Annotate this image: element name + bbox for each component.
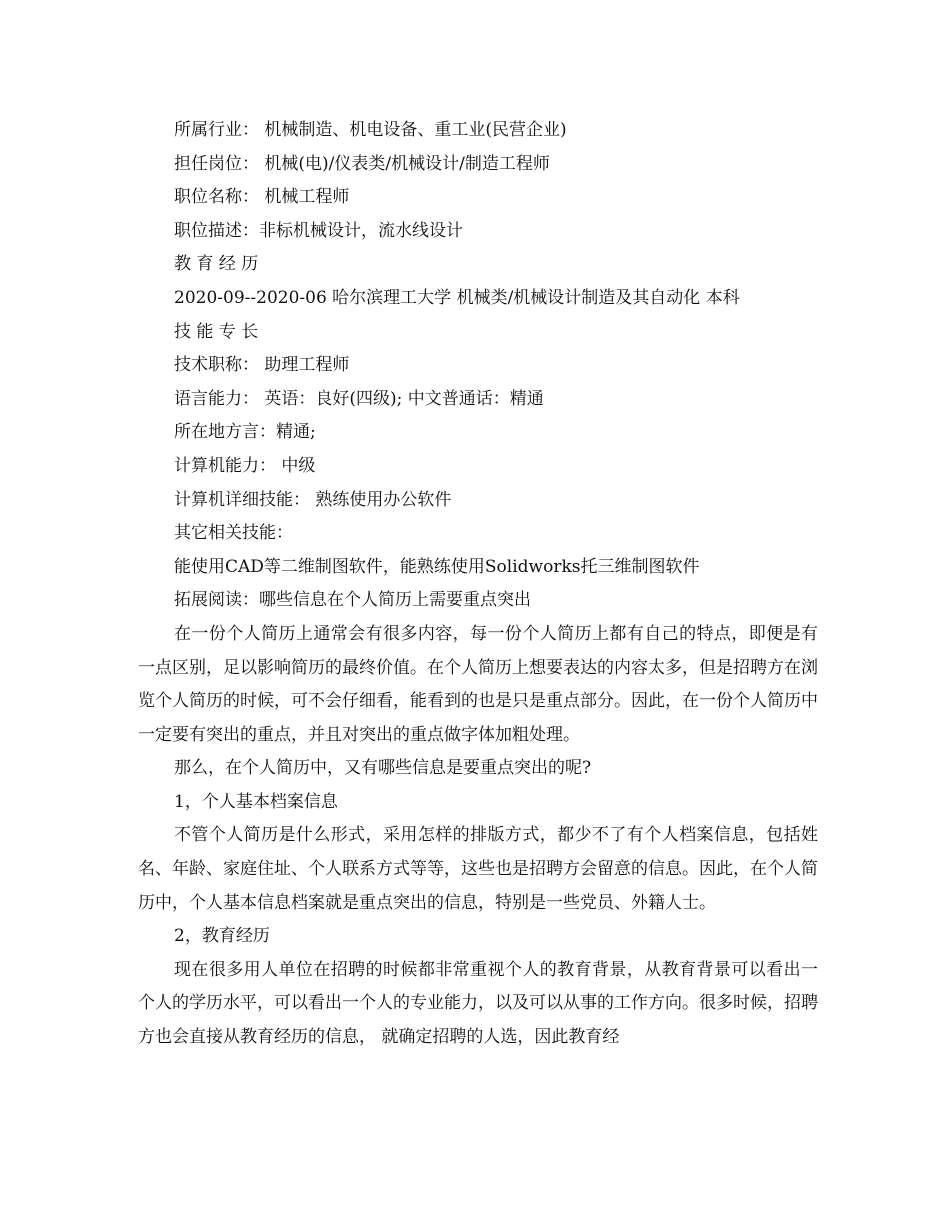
industry-line: 所属行业： 机械制造、机电设备、重工业(民营企业) [174, 120, 567, 140]
paragraph-question: 那么，在个人简历中，又有哪些信息是要重点突出的呢? [174, 758, 592, 779]
paragraph-intro: 在一份个人简历上通常会有很多内容，每一份个人简历上都有自己的特点，即便是有一点区别，足以影响简历的最终价值。在个人简历上想要表达的内容太多，但是招聘方在浏览个人简历的时候，可不会仔细看，能看到的也是只是重点部分。因此，在一份个人简历中一定要有突出的重点，并且对突出的重点做字体加粗处理。 [138, 623, 818, 745]
computer-ability-line: 计算机能力： 中级 [174, 455, 316, 476]
other-skills-detail: 能使用CAD等二维制图软件，能熟练使用Solidworks托三维制图软件 [174, 556, 700, 577]
computer-skills-line: 计算机详细技能： 熟练使用办公软件 [174, 489, 452, 510]
paragraph-education: 现在很多用人单位在招聘的时候都非常重视个人的教育背景，从教育背景可以看出一个人的学历水平，可以看出一个人的专业能力，以及可以从事的工作方向。很多时候，招聘方也会直接从教育经历的信息， 就确定招聘的人选，因此教育经 [138, 959, 818, 1048]
education-entry: 2020-09--2020-06 哈尔滨理工大学 机械类/机械设计制造及其自动化 本科 [174, 287, 740, 308]
dialect-line: 所在地方言：精通; [174, 422, 316, 443]
job-title-line: 职位名称： 机械工程师 [174, 187, 350, 208]
section-heading-education: 2，教育经历 [174, 926, 270, 947]
paragraph-basic-info: 不管个人简历是什么形式，采用怎样的排版方式，都少不了有个人档案信息，包括姓名、年龄、家庭住址、个人联系方式等等，这些也是招聘方会留意的信息。因此，在个人简历中，个人基本信息档案就是重点突出的信息，特别是一些党员、外籍人士。 [138, 825, 818, 913]
section-heading-basic-info: 1，个人基本档案信息 [174, 791, 338, 812]
language-ability-line: 语言能力： 英语：良好(四级); 中文普通话：精通 [174, 388, 544, 409]
skills-heading: 技 能 专 长 [174, 321, 259, 342]
other-skills-label: 其它相关技能： [174, 523, 293, 544]
position-line: 担任岗位： 机械(电)/仪表类/机械设计/制造工程师 [174, 153, 550, 174]
extended-reading-title: 拓展阅读：哪些信息在个人简历上需要重点突出 [174, 590, 531, 611]
education-heading: 教 育 经 历 [174, 254, 259, 275]
job-description-line: 职位描述：非标机械设计，流水线设计 [174, 220, 463, 241]
technical-title-line: 技术职称： 助理工程师 [174, 355, 350, 376]
document-body [138, 114, 818, 1055]
